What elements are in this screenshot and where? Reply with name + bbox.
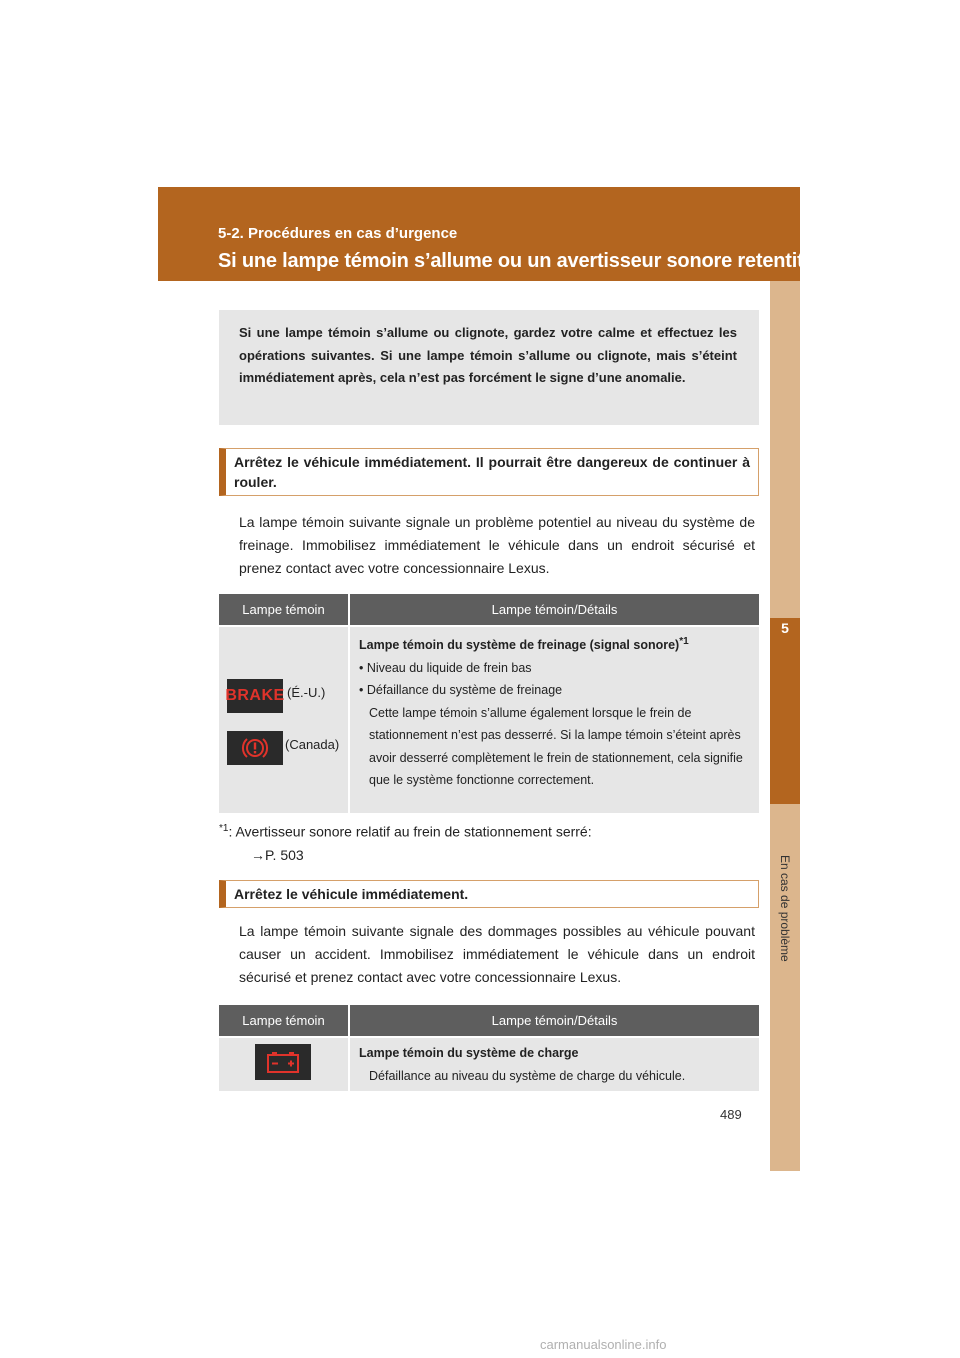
chapter-header [158, 187, 820, 281]
lamp-title-footnote-mark: *1 [679, 636, 689, 647]
bullet-item: • Niveau du liquide de frein bas [359, 660, 532, 675]
brake-icon-text: BRAKE [225, 687, 285, 704]
lamp-cell [219, 1038, 350, 1091]
brake-warning-icon [227, 679, 283, 713]
page-number: 489 [720, 1107, 742, 1122]
watermark: carmanualsonline.info [540, 1337, 667, 1352]
table-header-lamp: Lampe témoin [219, 1005, 350, 1036]
chapter-label-text: En cas de problème [778, 854, 792, 962]
section1-body: La lampe témoin suivante signale un problème potentiel au niveau du système de freinage. Immobilisez immédiatement le véhicule dans un endroit sécurisé et prenez contact avec votre concessionnaire Lexus. [239, 514, 755, 576]
lamp-detail: Défaillance au niveau du système de charge du véhicule. [369, 1068, 686, 1083]
lamp-title-text: Lampe témoin du système de freinage (signal sonore) [359, 638, 680, 653]
section2-body: La lampe témoin suivante signale des dommages possibles au véhicule pouvant causer un accident. Immobilisez immédiatement le véhicule dans un endroit sécurisé et prenez contact avec votre concessionnaire Lexus. [239, 923, 755, 985]
table-header-details: Lampe témoin/Détails [491, 1013, 618, 1028]
table-header-details: Lampe témoin/Détails [491, 602, 618, 617]
table-header [219, 594, 759, 625]
warning-table-charge [219, 1005, 759, 1091]
footnote [219, 817, 592, 867]
section1-heading: Arrêtez le véhicule immédiatement. Il pourrait être dangereux de continuer à rouler. [219, 448, 759, 496]
table-header [219, 1005, 759, 1036]
footnote-text: : Avertisseur sonore relatif au frein de stationnement serré: [228, 823, 592, 840]
warning-table-brake [219, 594, 759, 813]
footnote-mark: *1 [219, 823, 229, 834]
footnote-page-ref[interactable]: →P. 503 [251, 846, 304, 863]
table-row [219, 625, 759, 813]
brake-exclamation-icon [227, 731, 283, 765]
details-cell [350, 1038, 759, 1091]
chapter-label [768, 818, 802, 998]
page-title: Si une lampe témoin s’allume ou un avertisseur sonore retentit... [218, 250, 820, 272]
region-label-us: (É.-U.) [287, 685, 326, 700]
bullet-item: • Défaillance du système de freinage [359, 683, 563, 698]
battery-warning-icon [255, 1044, 311, 1080]
region-label-canada: (Canada) [285, 737, 340, 752]
chapter-number: 5 [781, 620, 789, 636]
table-row [219, 1036, 759, 1091]
lamp-detail: Cette lampe témoin s’allume également lorsque le frein de stationnement n’est pas desserré. Si la lampe témoin s’éteint après avoir desserré complètement le frein de stationnement, cela signifie que le système fonctionne correctement. [369, 705, 743, 788]
lamp-title: Lampe témoin du système de charge [359, 1046, 579, 1060]
section-label: 5-2. Procédures en cas d’urgence [218, 225, 458, 242]
intro-box: Si une lampe témoin s’allume ou clignote, gardez votre calme et effectuez les opérations suivantes. Si une lampe témoin s’allume ou clignote, mais s’éteint immédiatement après, cela n’est pas forcément le signe d’une anomalie. [219, 310, 759, 425]
lamp-title [359, 631, 755, 657]
lamp-cell [219, 627, 350, 813]
chapter-tab[interactable] [770, 618, 800, 804]
section2-heading: Arrêtez le véhicule immédiatement. [219, 880, 759, 908]
details-cell [350, 627, 759, 813]
table-header-lamp: Lampe témoin [219, 594, 350, 625]
